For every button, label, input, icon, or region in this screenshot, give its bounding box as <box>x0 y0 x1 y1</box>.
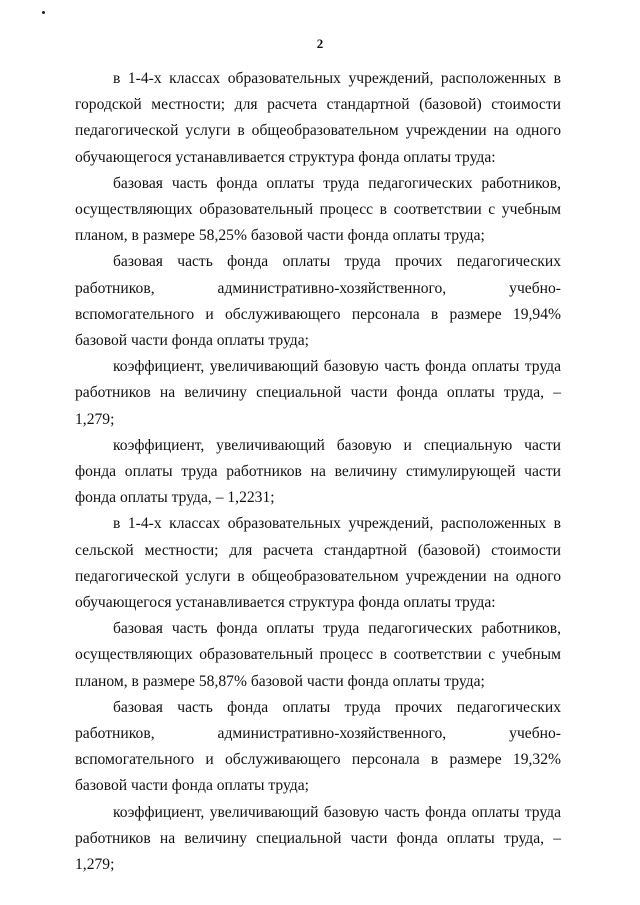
paragraph-urban-stimulating-coefficient: коэффициент, увеличивающий базовую и специальную части фонда оплаты труда работников на величину стимулирующей части фонда оплаты труда, – 1,2231; <box>75 436 561 507</box>
paragraph-urban-special-coefficient: коэффициент, увеличивающий базовую часть фонда оплаты труда работников на величину специальной части фонда оплаты труда, – 1,279; <box>75 358 561 428</box>
paragraph-rural-staff-share: базовая часть фонда оплаты труда прочих педагогических работников, административно-хозяйственного, учебно-вспомогательного и обслуживающего персонала в размере 19,32% базовой части фонда оплаты труда; <box>75 698 561 795</box>
paragraph-rural-classes: в 1-4-х классах образовательных учреждений, расположенных в сельской местности; для расчета стандартной (базовой) стоимости педагогической услуги в общеобразовательном учреждении на одного обучающегося устанавливается структура фонда оплаты труда: <box>75 515 561 612</box>
paragraph-urban-staff-share: базовая часть фонда оплаты труда прочих педагогических работников, административно-хозяйственного, учебно-вспомогательного и обслуживающего персонала в размере 19,94% базовой части фонда оплаты труда; <box>75 253 561 350</box>
scan-artifact-dot <box>42 11 45 14</box>
paragraph-urban-teachers-share: базовая часть фонда оплаты труда педагогических работников, осуществляющих образовательный процесс в соответствии с учебным планом, в размере 58,25% базовой части фонда оплаты труда; <box>75 174 561 245</box>
paragraph-rural-teachers-share: базовая часть фонда оплаты труда педагогических работников, осуществляющих образовательный процесс в соответствии с учебным планом, в размере 58,87% базовой части фонда оплаты труда; <box>75 620 561 690</box>
page-number: 2 <box>316 36 324 51</box>
paragraph-urban-classes: в 1-4-х классах образовательных учреждений, расположенных в городской местности; для расчета стандартной (базовой) стоимости педагогической услуги в общеобразовательном учреждении на одного обучающегося устанавливается структура фонда оплаты труда: <box>75 70 561 166</box>
document-body <box>75 66 561 878</box>
paragraph-rural-special-coefficient: коэффициент, увеличивающий базовую часть фонда оплаты труда работников на величину специальной части фонда оплаты труда, – 1,279; <box>75 803 561 874</box>
